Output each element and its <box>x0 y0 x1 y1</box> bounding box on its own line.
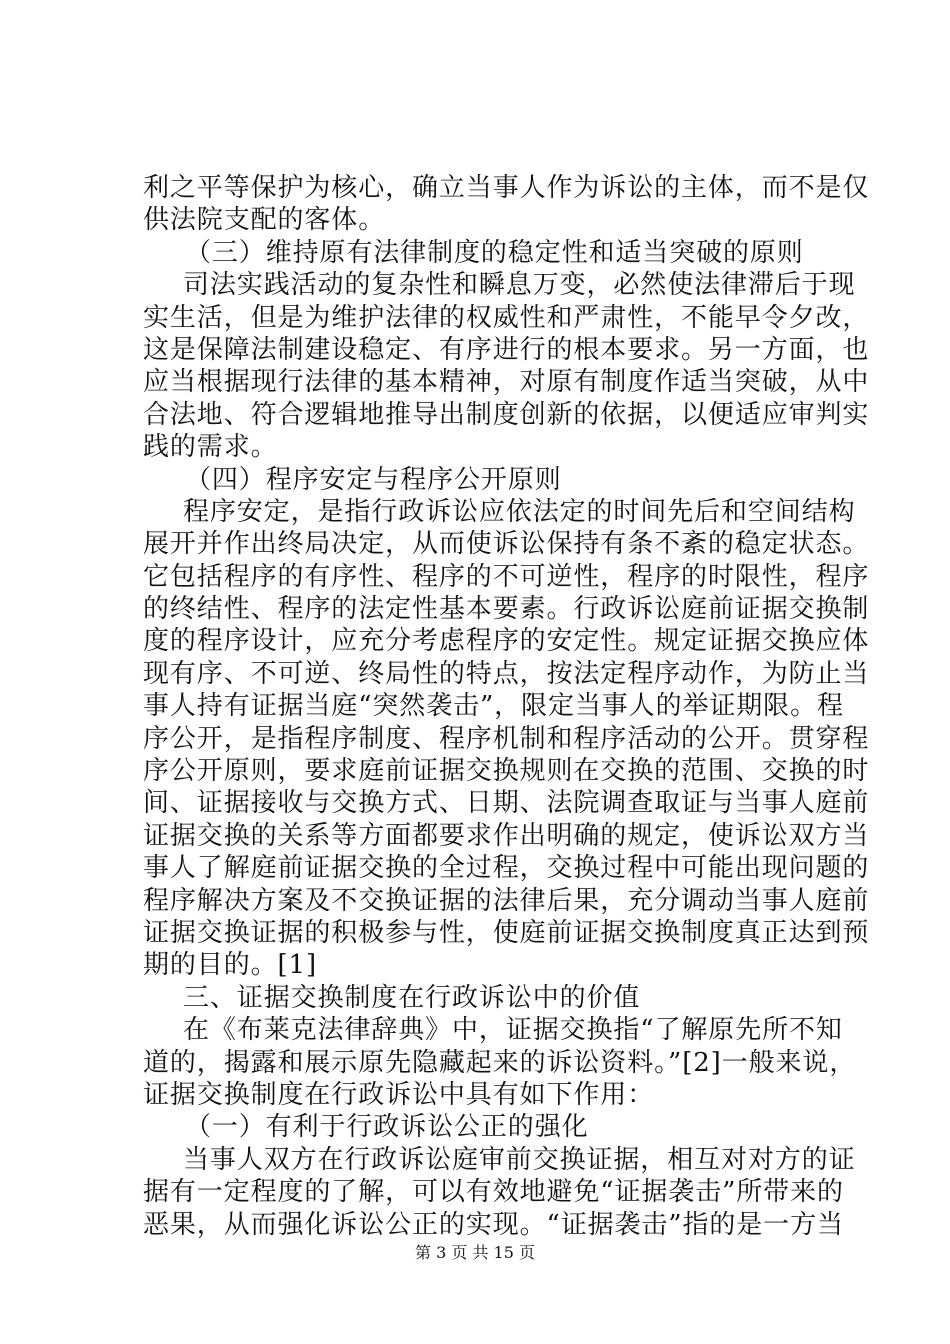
text-line: 度的程序设计，应充分考虑程序的安定性。规定证据交换应体 <box>143 626 870 657</box>
text-line: 的终结性、程序的法定性基本要素。行政诉讼庭前证据交换制 <box>143 594 870 625</box>
text-line: 这是保障法制建设稳定、有序进行的根本要求。另一方面，也 <box>143 334 870 365</box>
text-line: 程序安定，是指行政诉讼应依法定的时间先后和空间结构 <box>183 496 856 527</box>
section-heading: （四）程序安定与程序公开原则 <box>185 464 562 495</box>
text-line: 事人持有证据当庭“突然袭击”，限定当事人的举证期限。程 <box>143 691 844 722</box>
text-line: 证据交换制度在行政诉讼中具有如下作用： <box>143 1079 655 1110</box>
section-heading: 三、证据交换制度在行政诉讼中的价值 <box>183 982 641 1013</box>
section-heading: （一）有利于行政诉讼公正的强化 <box>185 1112 589 1143</box>
text-line: 实生活，但是为维护法律的权威性和严肃性，不能早令夕改， <box>143 302 870 333</box>
text-line: 利之平等保护为核心，确立当事人作为诉讼的主体，而不是仅 <box>143 173 870 203</box>
text-line: 序公开原则，要求庭前证据交换规则在交换的范围、交换的时 <box>143 756 870 787</box>
page-footer <box>0 1240 950 1263</box>
text-line: 序公开，是指程序制度、程序机制和程序活动的公开。贯穿程 <box>143 723 870 754</box>
text-line: 践的需求。 <box>143 432 278 463</box>
text-line: 证据交换的关系等方面都要求作出明确的规定，使诉讼双方当 <box>143 820 870 851</box>
text-line: 恶果，从而强化诉讼公正的实现。“证据袭击”指的是一方当 <box>143 1209 844 1240</box>
document-body <box>143 172 870 1241</box>
text-line: 在《布莱克法律辞典》中，证据交换指“了解原先所不知 <box>183 1015 843 1046</box>
text-line: 程序解决方案及不交换证据的法律后果，充分调动当事人庭前 <box>143 885 870 916</box>
section-heading: （三）维持原有法律制度的稳定性和适当突破的原则 <box>185 237 804 268</box>
text-line: 当事人双方在行政诉讼庭审前交换证据，相互对对方的证 <box>183 1144 856 1175</box>
text-line: 合法地、符合逻辑地推导出制度创新的依据，以便适应审判实 <box>143 399 870 430</box>
text-line: 期的目的。[1] <box>143 950 318 981</box>
text-line: 展开并作出终局决定，从而使诉讼保持有条不紊的稳定状态。 <box>143 529 870 560</box>
text-line: 供法院支配的客体。 <box>143 205 386 236</box>
text-line: 证据交换证据的积极参与性，使庭前证据交换制度真正达到预 <box>143 917 870 948</box>
text-line: 应当根据现行法律的基本精神，对原有制度作适当突破，从中 <box>143 367 870 398</box>
text-line: 道的，揭露和展示原先隐藏起来的诉讼资料。”[2]一般来说， <box>143 1047 857 1078</box>
text-line: 现有序、不可逆、终局性的特点，按法定程序动作，为防止当 <box>143 658 870 689</box>
page-number-label: 第 3 页 共 15 页 <box>415 1243 535 1262</box>
text-line: 据有一定程度的了解，可以有效地避免“证据袭击”所带来的 <box>143 1177 844 1208</box>
text-line: 事人了解庭前证据交换的全过程，交换过程中可能出现问题的 <box>143 853 870 884</box>
text-line: 它包括程序的有序性、程序的不可逆性，程序的时限性，程序 <box>143 561 870 592</box>
text-line: 间、证据接收与交换方式、日期、法院调查取证与当事人庭前 <box>143 788 870 819</box>
text-line: 司法实践活动的复杂性和瞬息万变，必然使法律滞后于现 <box>183 270 856 301</box>
